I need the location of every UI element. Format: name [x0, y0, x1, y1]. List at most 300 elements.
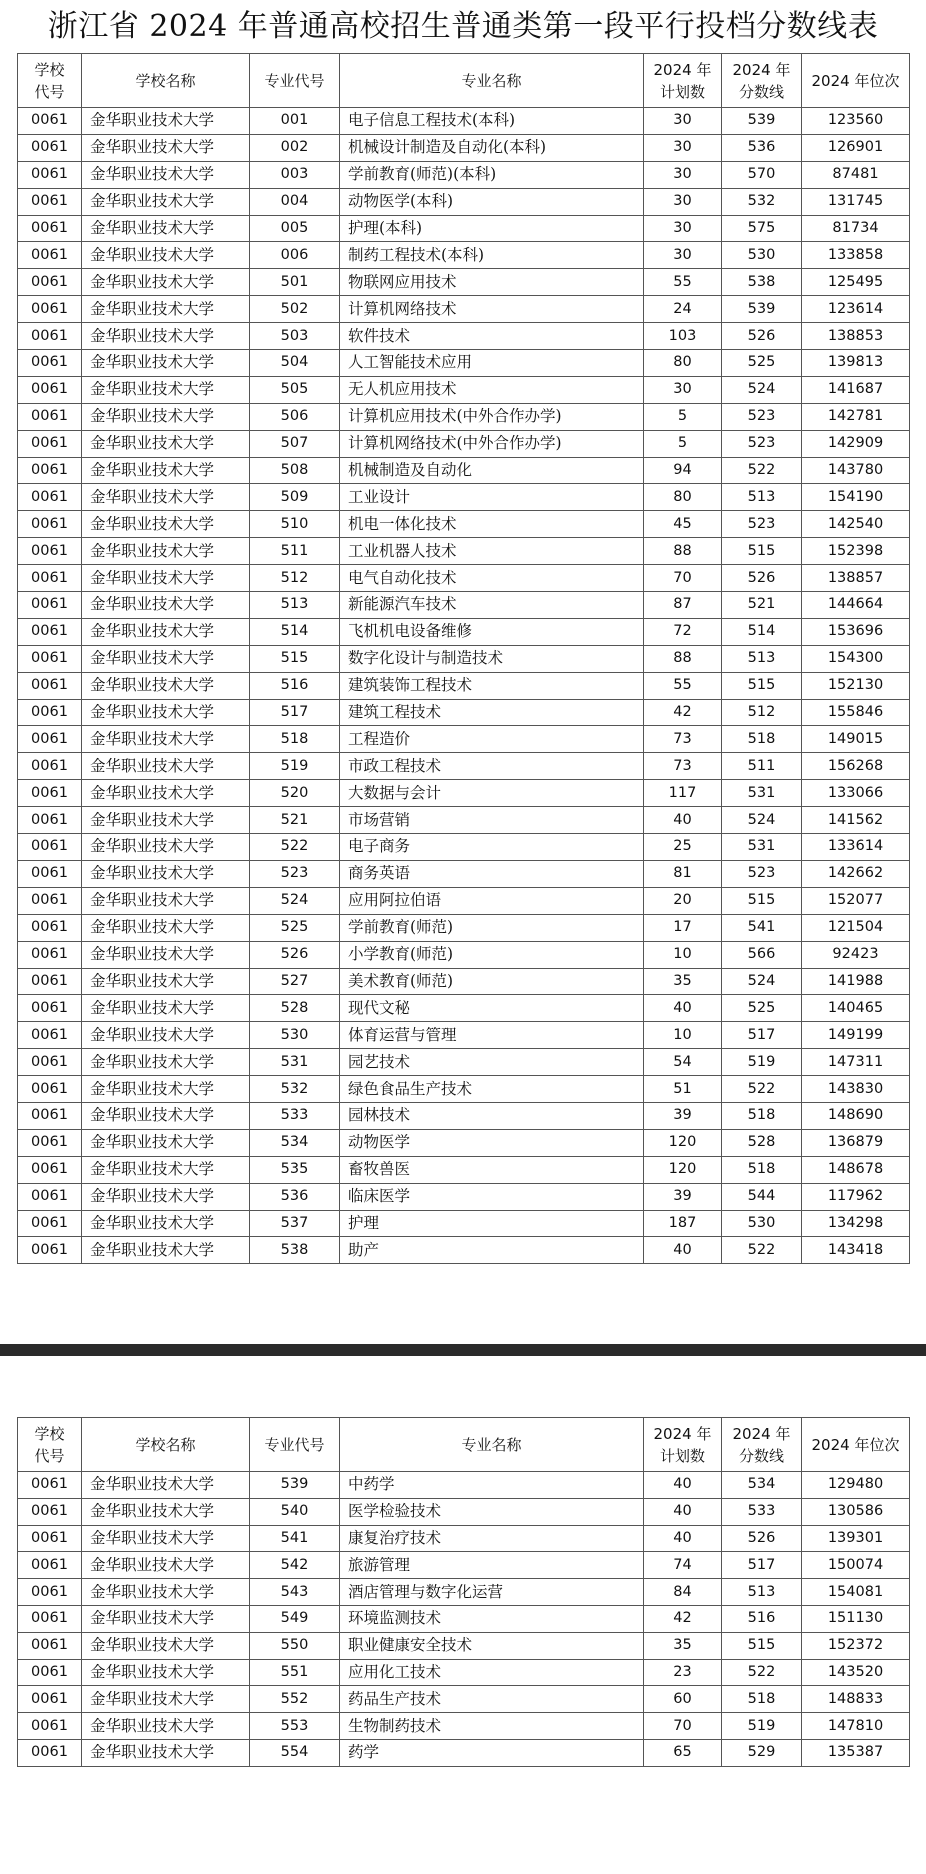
rank-cell: 131745: [802, 188, 910, 215]
table-row: [18, 1525, 910, 1552]
score-cell: 523: [722, 511, 802, 538]
major-code-cell: 520: [250, 780, 340, 807]
plan-cell: 60: [644, 1686, 722, 1713]
school-name-cell: 金华职业技术大学: [82, 484, 250, 511]
major-name-cell: 电子信息工程技术(本科): [340, 108, 644, 135]
rank-cell: 147810: [802, 1713, 910, 1740]
table-row: [18, 430, 910, 457]
plan-cell: 117: [644, 780, 722, 807]
page-title: 浙江省 2024 年普通高校招生普通类第一段平行投档分数线表: [47, 9, 879, 44]
major-code-cell: 526: [250, 941, 340, 968]
school-code-cell: 0061: [18, 457, 82, 484]
school-code-cell: 0061: [18, 511, 82, 538]
score-cell: 541: [722, 914, 802, 941]
table-row: [18, 376, 910, 403]
plan-cell: 30: [644, 161, 722, 188]
school-name-cell: 金华职业技术大学: [82, 161, 250, 188]
plan-cell: 17: [644, 914, 722, 941]
table-row: [18, 1686, 910, 1713]
major-name-cell: 工业设计: [340, 484, 644, 511]
plan-cell: 30: [644, 376, 722, 403]
school-name-cell: 金华职业技术大学: [82, 1156, 250, 1183]
score-cell: 526: [722, 565, 802, 592]
rank-cell: 81734: [802, 215, 910, 242]
major-name-cell: 电子商务: [340, 834, 644, 861]
school-name-cell: 金华职业技术大学: [82, 1552, 250, 1579]
major-code-cell: 530: [250, 1022, 340, 1049]
plan-cell: 35: [644, 1632, 722, 1659]
school-name-cell: 金华职业技术大学: [82, 1210, 250, 1237]
plan-cell: 80: [644, 484, 722, 511]
rank-cell: 152130: [802, 672, 910, 699]
major-code-cell: 521: [250, 807, 340, 834]
table-row: [18, 1210, 910, 1237]
major-name-cell: 计算机网络技术(中外合作办学): [340, 430, 644, 457]
rank-cell: 138853: [802, 323, 910, 350]
plan-cell: 23: [644, 1659, 722, 1686]
major-code-cell: 518: [250, 726, 340, 753]
score-cell: 530: [722, 242, 802, 269]
school-name-cell: 金华职业技术大学: [82, 995, 250, 1022]
major-code-cell: 542: [250, 1552, 340, 1579]
school-name-cell: 金华职业技术大学: [82, 242, 250, 269]
school-name-cell: 金华职业技术大学: [82, 296, 250, 323]
major-name-cell: 药学: [340, 1739, 644, 1766]
major-name-cell: 现代文秘: [340, 995, 644, 1022]
school-name-cell: 金华职业技术大学: [82, 834, 250, 861]
school-code-cell: 0061: [18, 1579, 82, 1606]
major-name-cell: 建筑装饰工程技术: [340, 672, 644, 699]
score-cell: 522: [722, 1076, 802, 1103]
school-name-cell: 金华职业技术大学: [82, 1076, 250, 1103]
school-name-cell: 金华职业技术大学: [82, 1713, 250, 1740]
score-cell: 575: [722, 215, 802, 242]
rank-cell: 148678: [802, 1156, 910, 1183]
school-code-cell: 0061: [18, 592, 82, 619]
plan-cell: 39: [644, 1102, 722, 1129]
rank-cell: 153696: [802, 618, 910, 645]
school-code-cell: 0061: [18, 672, 82, 699]
rank-cell: 133066: [802, 780, 910, 807]
major-code-cell: 527: [250, 968, 340, 995]
table-row: [18, 672, 910, 699]
table-row: [18, 887, 910, 914]
school-code-cell: 0061: [18, 350, 82, 377]
score-cell: 515: [722, 672, 802, 699]
rank-cell: 156268: [802, 753, 910, 780]
school-name-cell: 金华职业技术大学: [82, 1686, 250, 1713]
school-name-cell: 金华职业技术大学: [82, 618, 250, 645]
plan-cell: 30: [644, 108, 722, 135]
score-cell: 533: [722, 1498, 802, 1525]
plan-cell: 10: [644, 941, 722, 968]
score-cell: 517: [722, 1022, 802, 1049]
table-row: [18, 645, 910, 672]
score-cell: 518: [722, 1102, 802, 1129]
admission-table-1: [17, 53, 910, 1264]
rank-cell: 123614: [802, 296, 910, 323]
major-code-cell: 540: [250, 1498, 340, 1525]
major-name-cell: 动物医学: [340, 1129, 644, 1156]
rank-cell: 143520: [802, 1659, 910, 1686]
major-name-cell: 旅游管理: [340, 1552, 644, 1579]
major-name-cell: 软件技术: [340, 323, 644, 350]
rank-cell: 130586: [802, 1498, 910, 1525]
rank-cell: 152398: [802, 538, 910, 565]
table-row: [18, 1156, 910, 1183]
school-code-cell: 0061: [18, 376, 82, 403]
rank-cell: 149199: [802, 1022, 910, 1049]
school-name-cell: 金华职业技术大学: [82, 887, 250, 914]
table-row: [18, 618, 910, 645]
major-name-cell: 绿色食品生产技术: [340, 1076, 644, 1103]
school-code-cell: 0061: [18, 941, 82, 968]
major-code-cell: 504: [250, 350, 340, 377]
rank-cell: 154081: [802, 1579, 910, 1606]
rank-cell: 152372: [802, 1632, 910, 1659]
major-name-cell: 护理(本科): [340, 215, 644, 242]
school-code-cell: 0061: [18, 1237, 82, 1264]
table-row: [18, 134, 910, 161]
table-row: [18, 538, 910, 565]
school-name-cell: 金华职业技术大学: [82, 430, 250, 457]
school-name-cell: 金华职业技术大学: [82, 350, 250, 377]
rank-cell: 140465: [802, 995, 910, 1022]
plan-cell: 54: [644, 1049, 722, 1076]
school-name-cell: 金华职业技术大学: [82, 807, 250, 834]
school-name-cell: 金华职业技术大学: [82, 699, 250, 726]
col-school-name: 学校名称: [82, 1418, 250, 1472]
rank-cell: 87481: [802, 161, 910, 188]
score-cell: 570: [722, 161, 802, 188]
score-cell: 515: [722, 1632, 802, 1659]
col-plan: 2024 年 计划数: [644, 1418, 722, 1472]
major-code-cell: 524: [250, 887, 340, 914]
col-major-name: 专业名称: [340, 54, 644, 108]
score-cell: 538: [722, 269, 802, 296]
score-cell: 531: [722, 834, 802, 861]
major-code-cell: 003: [250, 161, 340, 188]
plan-cell: 70: [644, 1713, 722, 1740]
major-name-cell: 人工智能技术应用: [340, 350, 644, 377]
major-code-cell: 512: [250, 565, 340, 592]
school-name-cell: 金华职业技术大学: [82, 780, 250, 807]
col-score: 2024 年 分数线: [722, 1418, 802, 1472]
rank-cell: 154300: [802, 645, 910, 672]
table-row: [18, 753, 910, 780]
table-row: [18, 161, 910, 188]
score-cell: 515: [722, 538, 802, 565]
score-cell: 524: [722, 807, 802, 834]
plan-cell: 40: [644, 1525, 722, 1552]
rank-cell: 139813: [802, 350, 910, 377]
score-cell: 518: [722, 1156, 802, 1183]
table-row: [18, 1605, 910, 1632]
plan-cell: 20: [644, 887, 722, 914]
school-name-cell: 金华职业技术大学: [82, 1659, 250, 1686]
major-code-cell: 528: [250, 995, 340, 1022]
major-name-cell: 体育运营与管理: [340, 1022, 644, 1049]
major-code-cell: 532: [250, 1076, 340, 1103]
major-code-cell: 004: [250, 188, 340, 215]
major-code-cell: 005: [250, 215, 340, 242]
major-code-cell: 514: [250, 618, 340, 645]
major-code-cell: 516: [250, 672, 340, 699]
table-row: [18, 188, 910, 215]
table-row: [18, 296, 910, 323]
major-name-cell: 药品生产技术: [340, 1686, 644, 1713]
major-code-cell: 511: [250, 538, 340, 565]
rank-cell: 142662: [802, 860, 910, 887]
school-code-cell: 0061: [18, 1632, 82, 1659]
school-name-cell: 金华职业技术大学: [82, 1632, 250, 1659]
major-code-cell: 522: [250, 834, 340, 861]
score-cell: 519: [722, 1049, 802, 1076]
school-name-cell: 金华职业技术大学: [82, 1472, 250, 1499]
major-code-cell: 505: [250, 376, 340, 403]
rank-cell: 141988: [802, 968, 910, 995]
major-code-cell: 523: [250, 860, 340, 887]
score-cell: 518: [722, 1686, 802, 1713]
school-name-cell: 金华职业技术大学: [82, 645, 250, 672]
table-row: [18, 860, 910, 887]
school-code-cell: 0061: [18, 403, 82, 430]
major-code-cell: 553: [250, 1713, 340, 1740]
school-name-cell: 金华职业技术大学: [82, 726, 250, 753]
school-code-cell: 0061: [18, 134, 82, 161]
major-code-cell: 519: [250, 753, 340, 780]
score-cell: 518: [722, 726, 802, 753]
school-name-cell: 金华职业技术大学: [82, 941, 250, 968]
school-code-cell: 0061: [18, 834, 82, 861]
school-name-cell: 金华职业技术大学: [82, 1183, 250, 1210]
major-code-cell: 001: [250, 108, 340, 135]
school-code-cell: 0061: [18, 1129, 82, 1156]
rank-cell: 134298: [802, 1210, 910, 1237]
plan-cell: 40: [644, 1498, 722, 1525]
school-code-cell: 0061: [18, 1552, 82, 1579]
plan-cell: 30: [644, 215, 722, 242]
school-code-cell: 0061: [18, 323, 82, 350]
plan-cell: 55: [644, 269, 722, 296]
school-code-cell: 0061: [18, 1210, 82, 1237]
major-name-cell: 机电一体化技术: [340, 511, 644, 538]
major-name-cell: 动物医学(本科): [340, 188, 644, 215]
school-code-cell: 0061: [18, 1713, 82, 1740]
plan-cell: 5: [644, 403, 722, 430]
plan-cell: 81: [644, 860, 722, 887]
school-code-cell: 0061: [18, 1739, 82, 1766]
col-school-code: 学校 代号: [18, 54, 82, 108]
major-code-cell: 536: [250, 1183, 340, 1210]
table-row: [18, 1659, 910, 1686]
plan-cell: 5: [644, 430, 722, 457]
major-name-cell: 工业机器人技术: [340, 538, 644, 565]
school-code-cell: 0061: [18, 1183, 82, 1210]
rank-cell: 152077: [802, 887, 910, 914]
score-cell: 526: [722, 1525, 802, 1552]
school-code-cell: 0061: [18, 807, 82, 834]
plan-cell: 45: [644, 511, 722, 538]
school-code-cell: 0061: [18, 296, 82, 323]
major-name-cell: 飞机机电设备维修: [340, 618, 644, 645]
table-row: [18, 1129, 910, 1156]
col-major-code: 专业代号: [250, 1418, 340, 1472]
rank-cell: 154190: [802, 484, 910, 511]
rank-cell: 133614: [802, 834, 910, 861]
plan-cell: 84: [644, 1579, 722, 1606]
school-code-cell: 0061: [18, 565, 82, 592]
plan-cell: 120: [644, 1156, 722, 1183]
rank-cell: 142781: [802, 403, 910, 430]
score-cell: 530: [722, 1210, 802, 1237]
table-row: [18, 914, 910, 941]
score-cell: 536: [722, 134, 802, 161]
plan-cell: 42: [644, 699, 722, 726]
rank-cell: 92423: [802, 941, 910, 968]
col-rank: 2024 年位次: [802, 1418, 910, 1472]
table-row: [18, 780, 910, 807]
plan-cell: 55: [644, 672, 722, 699]
table-row: [18, 242, 910, 269]
major-code-cell: 501: [250, 269, 340, 296]
major-name-cell: 助产: [340, 1237, 644, 1264]
school-name-cell: 金华职业技术大学: [82, 1579, 250, 1606]
score-cell: 532: [722, 188, 802, 215]
plan-cell: 40: [644, 807, 722, 834]
table-row: [18, 565, 910, 592]
score-cell: 512: [722, 699, 802, 726]
score-cell: 529: [722, 1739, 802, 1766]
plan-cell: 40: [644, 995, 722, 1022]
table-row: [18, 699, 910, 726]
school-code-cell: 0061: [18, 780, 82, 807]
score-cell: 515: [722, 887, 802, 914]
school-name-cell: 金华职业技术大学: [82, 1049, 250, 1076]
table-row: [18, 726, 910, 753]
table-row: [18, 108, 910, 135]
score-cell: 566: [722, 941, 802, 968]
major-name-cell: 康复治疗技术: [340, 1525, 644, 1552]
score-cell: 531: [722, 780, 802, 807]
major-name-cell: 机械设计制造及自动化(本科): [340, 134, 644, 161]
rank-cell: 125495: [802, 269, 910, 296]
score-cell: 539: [722, 108, 802, 135]
major-code-cell: 509: [250, 484, 340, 511]
table-row: [18, 1632, 910, 1659]
school-name-cell: 金华职业技术大学: [82, 511, 250, 538]
plan-cell: 73: [644, 753, 722, 780]
school-name-cell: 金华职业技术大学: [82, 1102, 250, 1129]
table-row: [18, 1076, 910, 1103]
score-cell: 522: [722, 457, 802, 484]
col-school-name: 学校名称: [82, 54, 250, 108]
score-cell: 521: [722, 592, 802, 619]
school-code-cell: 0061: [18, 1498, 82, 1525]
rank-cell: 136879: [802, 1129, 910, 1156]
major-code-cell: 535: [250, 1156, 340, 1183]
major-code-cell: 554: [250, 1739, 340, 1766]
school-code-cell: 0061: [18, 1156, 82, 1183]
major-name-cell: 市政工程技术: [340, 753, 644, 780]
major-name-cell: 学前教育(师范): [340, 914, 644, 941]
score-cell: 544: [722, 1183, 802, 1210]
table-row: [18, 995, 910, 1022]
plan-cell: 24: [644, 296, 722, 323]
school-code-cell: 0061: [18, 1102, 82, 1129]
score-cell: 524: [722, 376, 802, 403]
score-cell: 522: [722, 1237, 802, 1264]
school-code-cell: 0061: [18, 1605, 82, 1632]
plan-cell: 80: [644, 350, 722, 377]
school-code-cell: 0061: [18, 1525, 82, 1552]
major-name-cell: 园艺技术: [340, 1049, 644, 1076]
plan-cell: 70: [644, 565, 722, 592]
plan-cell: 74: [644, 1552, 722, 1579]
table-row: [18, 1049, 910, 1076]
plan-cell: 120: [644, 1129, 722, 1156]
table-row: [18, 1102, 910, 1129]
major-name-cell: 环境监测技术: [340, 1605, 644, 1632]
plan-cell: 88: [644, 538, 722, 565]
table-row: [18, 807, 910, 834]
school-name-cell: 金华职业技术大学: [82, 457, 250, 484]
score-cell: 514: [722, 618, 802, 645]
col-score: 2024 年 分数线: [722, 54, 802, 108]
school-code-cell: 0061: [18, 1049, 82, 1076]
major-name-cell: 应用阿拉伯语: [340, 887, 644, 914]
school-code-cell: 0061: [18, 188, 82, 215]
rank-cell: 149015: [802, 726, 910, 753]
major-name-cell: 生物制药技术: [340, 1713, 644, 1740]
major-name-cell: 物联网应用技术: [340, 269, 644, 296]
major-code-cell: 006: [250, 242, 340, 269]
rank-cell: 117962: [802, 1183, 910, 1210]
school-name-cell: 金华职业技术大学: [82, 1525, 250, 1552]
table-row: [18, 1713, 910, 1740]
score-cell: 528: [722, 1129, 802, 1156]
score-cell: 523: [722, 430, 802, 457]
rank-cell: 150074: [802, 1552, 910, 1579]
school-code-cell: 0061: [18, 618, 82, 645]
score-cell: 522: [722, 1659, 802, 1686]
rank-cell: 142909: [802, 430, 910, 457]
score-cell: 513: [722, 484, 802, 511]
col-major-name: 专业名称: [340, 1418, 644, 1472]
major-code-cell: 552: [250, 1686, 340, 1713]
school-name-cell: 金华职业技术大学: [82, 1739, 250, 1766]
school-code-cell: 0061: [18, 484, 82, 511]
score-cell: 519: [722, 1713, 802, 1740]
major-name-cell: 畜牧兽医: [340, 1156, 644, 1183]
table-row: [18, 1739, 910, 1766]
rank-cell: 141562: [802, 807, 910, 834]
plan-cell: 30: [644, 242, 722, 269]
rank-cell: 135387: [802, 1739, 910, 1766]
table-row: [18, 1552, 910, 1579]
table-row: [18, 457, 910, 484]
plan-cell: 103: [644, 323, 722, 350]
school-name-cell: 金华职业技术大学: [82, 1129, 250, 1156]
table-header-row: [18, 54, 910, 108]
rank-cell: 142540: [802, 511, 910, 538]
table-body: [18, 108, 910, 1264]
school-name-cell: 金华职业技术大学: [82, 914, 250, 941]
score-cell: 513: [722, 645, 802, 672]
plan-cell: 94: [644, 457, 722, 484]
school-name-cell: 金华职业技术大学: [82, 1022, 250, 1049]
table-row: [18, 1183, 910, 1210]
